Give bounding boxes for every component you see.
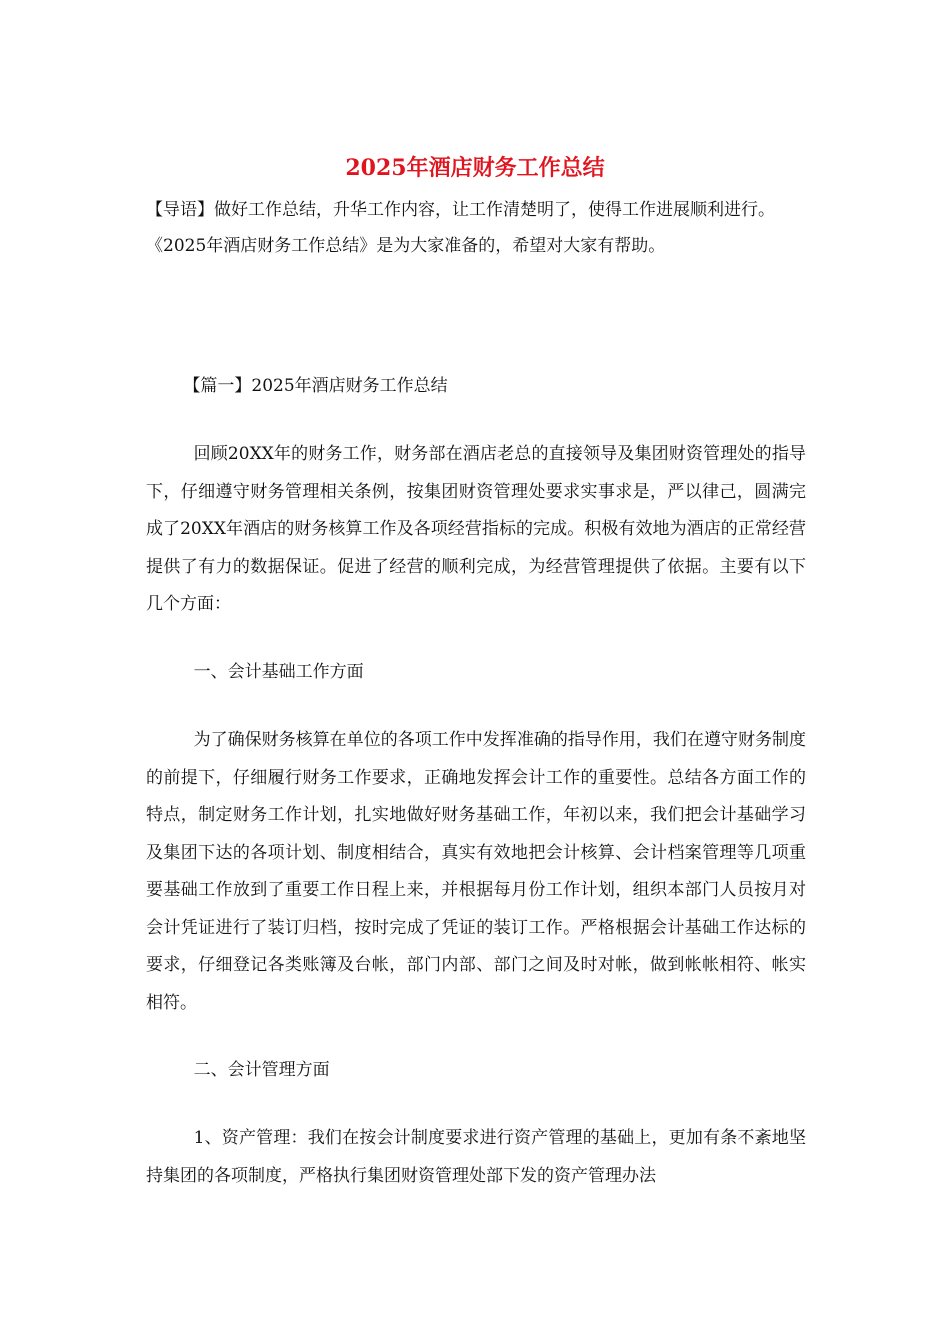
body-paragraph-3: 1、资产管理：我们在按会计制度要求进行资产管理的基础上，更加有条不紊地坚持集团的各项制度，严格执行集团财资管理处部下发的资产管理办法 — [146, 1128, 806, 1186]
body-paragraph-1: 回顾20XX年的财务工作，财务部在酒店老总的直接领导及集团财资管理处的指导下，仔细遵守财务管理相关条例，按集团财资管理处要求实事求是，严以律己，圆满完成了20XX年酒店的财务核算工作及各项经营指标的完成。积极有效地为酒店的正常经营提供了有力的数据保证。促进了经营的顺利完成，为经营管理提供了依据。主要有以下几个方面： — [146, 444, 806, 614]
body-paragraph-2: 为了确保财务核算在单位的各项工作中发挥准确的指导作用，我们在遵守财务制度的前提下，仔细履行财务工作要求，正确地发挥会计工作的重要性。总结各方面工作的特点，制定财务工作计划，扎实地做好财务基础工作，年初以来，我们把会计基础学习及集团下达的各项计划、制度相结合，真实有效地把会计核算、会计档案管理等几项重要基础工作放到了重要工作日程上来，并根据每月份工作计划，组织本部门人员按月对会计凭证进行了装订归档，按时完成了凭证的装订工作。严格根据会计基础工作达标的要求，仔细登记各类账簿及台帐，部门内部、部门之间及时对帐，做到帐帐相符、帐实相符。 — [146, 730, 806, 1013]
subheading-accounting-management: 二、会计管理方面 — [193, 1060, 330, 1080]
document-title: 2025年酒店财务工作总结 — [345, 155, 605, 181]
section-heading: 【篇一】2025年酒店财务工作总结 — [183, 376, 448, 396]
intro-paragraph: 【导语】做好工作总结，升华工作内容，让工作清楚明了，使得工作进展顺利进行。《2025年酒店财务工作总结》是为大家准备的，希望对大家有帮助。 — [146, 200, 775, 256]
subheading-accounting-basics: 一、会计基础工作方面 — [193, 662, 364, 682]
